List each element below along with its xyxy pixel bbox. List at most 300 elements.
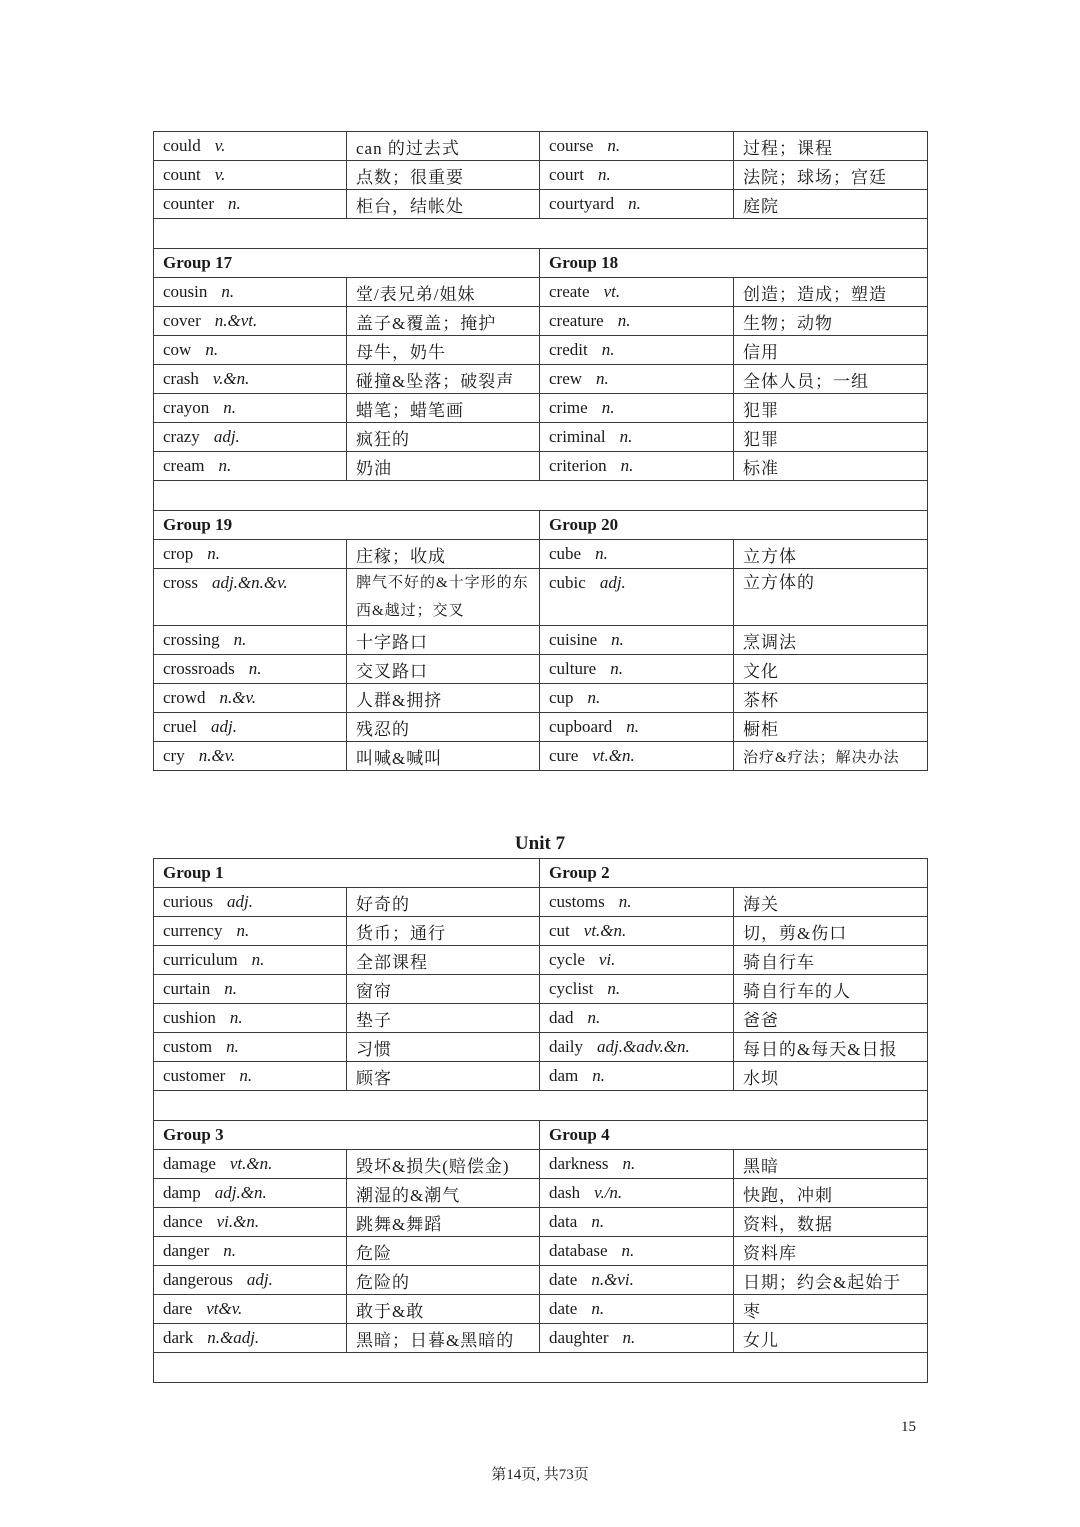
vocab-word: count [163, 165, 201, 184]
vocab-word: dare [163, 1299, 193, 1318]
part-of-speech: n. [622, 1328, 636, 1347]
spacer-row [154, 1353, 928, 1383]
vocab-word: cover [163, 311, 201, 330]
vocab-meaning: 跳舞&舞蹈 [356, 1214, 443, 1234]
vocab-meaning: 疯狂的 [356, 429, 410, 449]
word-cell [154, 1033, 347, 1062]
vocab-word: cube [549, 544, 582, 563]
meaning-cell [734, 452, 928, 481]
vocab-row [154, 1295, 928, 1324]
vocab-row [154, 1324, 928, 1353]
meaning-cell [347, 1062, 540, 1091]
vocab-meaning: 枣 [743, 1301, 761, 1321]
vocab-meaning: 骑自行车的人 [743, 981, 851, 1001]
vocab-row [154, 278, 928, 307]
part-of-speech: adj.&n. [214, 1183, 267, 1202]
group-title: Group 1 [154, 859, 540, 888]
word-cell [154, 655, 347, 684]
vocab-word: crossroads [163, 659, 235, 678]
vocab-row [154, 1208, 928, 1237]
part-of-speech: adj.&adv.&n. [597, 1037, 690, 1056]
part-of-speech: n. [618, 892, 632, 911]
vocab-row [154, 655, 928, 684]
meaning-cell [734, 917, 928, 946]
vocab-word: dangerous [163, 1270, 233, 1289]
word-cell [154, 1237, 347, 1266]
vocab-row [154, 946, 928, 975]
part-of-speech: n. [610, 659, 623, 678]
part-of-speech: n. [619, 427, 633, 446]
vocab-word: create [549, 282, 590, 301]
vocab-meaning: 烹调法 [743, 632, 797, 652]
vocab-meaning: 柜台，结帐处 [356, 196, 464, 216]
vocab-meaning: 橱柜 [743, 719, 779, 739]
word-cell [540, 946, 734, 975]
meaning-cell [347, 888, 540, 917]
vocab-table-1-body [154, 132, 928, 771]
vocab-row [154, 365, 928, 394]
group-header-row [154, 511, 928, 540]
meaning-cell [734, 1208, 928, 1237]
vocab-row [154, 742, 928, 771]
vocab-word: cubic [549, 573, 586, 592]
meaning-cell [347, 1150, 540, 1179]
vocab-word: dam [549, 1066, 579, 1085]
vocab-word: date [549, 1270, 578, 1289]
meaning-cell [347, 975, 540, 1004]
vocab-row [154, 684, 928, 713]
word-cell [154, 1266, 347, 1295]
part-of-speech: n. [607, 979, 621, 998]
word-cell [154, 452, 347, 481]
vocab-word: database [549, 1241, 608, 1260]
vocab-meaning: 茶杯 [743, 690, 779, 710]
word-cell [154, 365, 347, 394]
vocab-meaning: 资料，数据 [743, 1214, 833, 1234]
vocab-row [154, 1033, 928, 1062]
part-of-speech: n. [223, 1241, 237, 1260]
word-cell [540, 190, 734, 219]
word-cell [540, 132, 734, 161]
vocab-row [154, 161, 928, 190]
vocab-word: could [163, 136, 201, 155]
part-of-speech: n. [620, 456, 634, 475]
meaning-cell [347, 336, 540, 365]
vocab-meaning: 堂/表兄弟/姐妹 [356, 284, 476, 304]
vocab-word: darkness [549, 1154, 609, 1173]
vocab-meaning: 好奇的 [356, 894, 410, 914]
meaning-cell [347, 1004, 540, 1033]
vocab-word: custom [163, 1037, 213, 1056]
meaning-cell [347, 394, 540, 423]
word-cell [540, 1295, 734, 1324]
word-cell [154, 569, 347, 626]
group-title: Group 2 [540, 859, 928, 888]
word-cell [540, 307, 734, 336]
word-cell [154, 307, 347, 336]
vocab-meaning: 潮湿的&潮气 [356, 1185, 461, 1205]
part-of-speech: n. [236, 921, 250, 940]
vocab-row [154, 1179, 928, 1208]
vocab-meaning: 治疗&疗法；解决办法 [743, 749, 900, 766]
meaning-cell [347, 1208, 540, 1237]
vocab-row [154, 307, 928, 336]
vocab-meaning: 点数；很重要 [356, 167, 464, 187]
part-of-speech: adj. [213, 427, 240, 446]
word-cell [154, 540, 347, 569]
word-cell [540, 394, 734, 423]
meaning-cell [347, 1179, 540, 1208]
meaning-cell [734, 888, 928, 917]
meaning-cell [734, 1237, 928, 1266]
word-cell [540, 365, 734, 394]
word-cell [154, 742, 347, 771]
word-cell [154, 888, 347, 917]
part-of-speech: n.&adj. [207, 1328, 260, 1347]
meaning-cell [347, 1295, 540, 1324]
vocab-meaning: 垫子 [356, 1010, 392, 1030]
vocab-word: curious [163, 892, 214, 911]
vocab-meaning: 母牛，奶牛 [356, 342, 446, 362]
vocab-meaning: 人群&拥挤 [356, 690, 443, 710]
vocab-word: course [549, 136, 594, 155]
vocab-meaning: 生物；动物 [743, 313, 833, 333]
vocab-word: crayon [163, 398, 210, 417]
vocab-meaning: 残忍的 [356, 719, 410, 739]
vocab-meaning: 窗帘 [356, 981, 392, 1001]
part-of-speech: n. [233, 630, 247, 649]
unit-title: Unit 7 [514, 833, 566, 854]
meaning-cell [347, 917, 540, 946]
meaning-cell [347, 1237, 540, 1266]
vocab-row [154, 190, 928, 219]
word-cell [540, 1237, 734, 1266]
vocab-meaning: 顾客 [356, 1068, 392, 1088]
group-title: Group 18 [540, 249, 928, 278]
meaning-cell [734, 394, 928, 423]
vocab-meaning: 全部课程 [356, 952, 428, 972]
vocab-word: cut [549, 921, 570, 940]
vocab-row [154, 1062, 928, 1091]
word-cell [540, 713, 734, 742]
vocab-word: danger [163, 1241, 210, 1260]
vocab-word: crossing [163, 630, 220, 649]
vocab-word: curriculum [163, 950, 238, 969]
vocab-word: crowd [163, 688, 206, 707]
vocab-meaning: 全体人员；一组 [743, 371, 869, 391]
vocab-word: criterion [549, 456, 607, 475]
vocab-word: dad [549, 1008, 574, 1027]
part-of-speech: n. [221, 282, 235, 301]
word-cell [540, 423, 734, 452]
meaning-cell [734, 569, 928, 626]
word-cell [540, 161, 734, 190]
spacer-cell [154, 1353, 928, 1383]
vocab-meaning: 创造；造成；塑造 [743, 284, 887, 304]
part-of-speech: n. [597, 165, 611, 184]
group-title: Group 20 [540, 511, 928, 540]
meaning-cell [347, 1266, 540, 1295]
group-title: Group 19 [154, 511, 540, 540]
vocab-row [154, 1004, 928, 1033]
vocab-meaning: 过程；课程 [743, 138, 833, 158]
part-of-speech: n. [592, 1066, 606, 1085]
word-cell [540, 655, 734, 684]
vocab-word: dance [163, 1212, 203, 1231]
vocab-meaning: 习惯 [356, 1039, 392, 1059]
vocab-table-2 [153, 858, 928, 1383]
part-of-speech: n. [224, 979, 237, 998]
part-of-speech: n. [622, 1154, 636, 1173]
meaning-cell [734, 975, 928, 1004]
part-of-speech: n. [628, 194, 641, 213]
meaning-cell [734, 1033, 928, 1062]
meaning-cell [347, 569, 540, 626]
word-cell [540, 1150, 734, 1179]
word-cell [540, 1324, 734, 1353]
word-cell [154, 626, 347, 655]
meaning-cell [347, 1033, 540, 1062]
meaning-cell [347, 278, 540, 307]
meaning-cell [347, 1324, 540, 1353]
group-title: Group 4 [540, 1121, 928, 1150]
vocab-meaning: 危险 [356, 1243, 392, 1263]
vocab-word: cousin [163, 282, 208, 301]
word-cell [154, 975, 347, 1004]
word-cell [540, 626, 734, 655]
meaning-cell [734, 336, 928, 365]
vocab-row [154, 888, 928, 917]
part-of-speech: n.&vt. [214, 311, 258, 330]
meaning-cell [734, 1295, 928, 1324]
spacer-row [154, 219, 928, 249]
meaning-cell [734, 1004, 928, 1033]
vocab-word: dark [163, 1328, 194, 1347]
meaning-cell [734, 1062, 928, 1091]
meaning-cell [347, 307, 540, 336]
part-of-speech: v. [214, 136, 226, 155]
vocab-word: daughter [549, 1328, 609, 1347]
vocab-meaning: 盖子&覆盖；掩护 [356, 313, 497, 333]
vocab-meaning: 黑暗；日暮&黑暗的 [356, 1330, 515, 1350]
vocab-meaning: 文化 [743, 661, 779, 681]
vocab-row [154, 1266, 928, 1295]
word-cell [540, 278, 734, 307]
part-of-speech: vt.&n. [592, 746, 635, 765]
vocab-word: damage [163, 1154, 216, 1173]
part-of-speech: n. [239, 1066, 253, 1085]
group-title: Group 3 [154, 1121, 540, 1150]
meaning-cell [347, 946, 540, 975]
vocab-word: cushion [163, 1008, 216, 1027]
meaning-cell [347, 742, 540, 771]
meaning-cell [734, 1150, 928, 1179]
part-of-speech: n. [207, 544, 220, 563]
word-cell [540, 975, 734, 1004]
vocab-word: currency [163, 921, 223, 940]
vocab-row [154, 1150, 928, 1179]
meaning-cell [734, 946, 928, 975]
vocab-meaning: 立方体的 [743, 573, 815, 592]
word-cell [540, 1208, 734, 1237]
vocab-word: courtyard [549, 194, 615, 213]
meaning-cell [347, 452, 540, 481]
meaning-cell [734, 423, 928, 452]
vocab-meaning: 日期；约会&起始于 [743, 1272, 902, 1292]
word-cell [540, 1062, 734, 1091]
word-cell [154, 713, 347, 742]
meaning-cell [734, 132, 928, 161]
word-cell [540, 1266, 734, 1295]
word-cell [154, 1324, 347, 1353]
part-of-speech: adj.&n.&v. [211, 573, 288, 592]
vocab-row [154, 626, 928, 655]
vocab-meaning: 水坝 [743, 1068, 779, 1088]
vocab-meaning: 标准 [743, 458, 779, 478]
word-cell [540, 569, 734, 626]
vocab-row [154, 423, 928, 452]
vocab-meaning: 货币；通行 [356, 923, 446, 943]
meaning-cell [347, 684, 540, 713]
word-cell [540, 742, 734, 771]
word-cell [154, 336, 347, 365]
meaning-cell [734, 742, 928, 771]
vocab-word: crew [549, 369, 583, 388]
meaning-cell [347, 365, 540, 394]
vocab-meaning: 碰撞&坠落；破裂声 [356, 371, 515, 391]
meaning-cell [347, 713, 540, 742]
vocab-meaning: 奶油 [356, 458, 392, 478]
meaning-cell [734, 540, 928, 569]
vocab-row [154, 540, 928, 569]
word-cell [540, 917, 734, 946]
vocab-word: cow [163, 340, 192, 359]
part-of-speech: n.&vi. [591, 1270, 634, 1289]
part-of-speech: adj. [246, 1270, 273, 1289]
meaning-cell [734, 655, 928, 684]
meaning-cell [734, 278, 928, 307]
word-cell [540, 540, 734, 569]
vocab-word: cry [163, 746, 185, 765]
vocab-meaning: 海关 [743, 894, 779, 914]
word-cell [154, 132, 347, 161]
part-of-speech: vi.&n. [216, 1212, 260, 1231]
part-of-speech: adj. [227, 892, 254, 911]
word-cell [154, 161, 347, 190]
vocab-meaning: 资料库 [743, 1243, 797, 1263]
meaning-cell [734, 161, 928, 190]
word-cell [540, 452, 734, 481]
part-of-speech: n. [596, 369, 609, 388]
vocab-meaning: 立方体 [743, 546, 797, 566]
word-cell [154, 1208, 347, 1237]
spacer-cell [154, 1091, 928, 1121]
vocab-meaning: 叫喊&喊叫 [356, 748, 443, 768]
part-of-speech: n.&v. [219, 688, 256, 707]
part-of-speech: v. [214, 165, 226, 184]
word-cell [540, 1179, 734, 1208]
word-cell [154, 1004, 347, 1033]
part-of-speech: n. [595, 544, 608, 563]
part-of-speech: n. [223, 398, 237, 417]
vocab-word: crime [549, 398, 588, 417]
vocab-meaning: 快跑，冲刺 [743, 1185, 833, 1205]
part-of-speech: vt&v. [206, 1299, 243, 1318]
word-cell [154, 1179, 347, 1208]
meaning-cell [734, 626, 928, 655]
vocab-table-2-body [154, 859, 928, 1383]
part-of-speech: n. [587, 688, 601, 707]
part-of-speech: adj. [599, 573, 626, 592]
vocab-meaning: 十字路口 [356, 632, 428, 652]
part-of-speech: n. [611, 630, 624, 649]
vocab-meaning: can 的过去式 [356, 138, 460, 158]
page-number: 15 [901, 1419, 916, 1435]
part-of-speech: vt.&n. [583, 921, 627, 940]
spacer-row [154, 481, 928, 511]
meaning-cell [734, 307, 928, 336]
vocab-table-1 [153, 131, 928, 771]
vocab-meaning: 法院；球场；宫廷 [743, 167, 887, 187]
vocab-row [154, 336, 928, 365]
vocab-meaning: 庭院 [743, 196, 779, 216]
part-of-speech: n. [218, 456, 232, 475]
part-of-speech: vt. [603, 282, 621, 301]
spacer-row [154, 1091, 928, 1121]
part-of-speech: adj. [210, 717, 237, 736]
vocab-word: cross [163, 573, 198, 592]
word-cell [154, 1150, 347, 1179]
meaning-cell [347, 540, 540, 569]
part-of-speech: vt.&n. [229, 1154, 273, 1173]
page-footer: 第14页, 共73页 [491, 1467, 589, 1483]
part-of-speech: n. [227, 194, 241, 213]
vocab-word: dash [549, 1183, 581, 1202]
meaning-cell [734, 1179, 928, 1208]
vocab-word: culture [549, 659, 597, 678]
vocab-meaning: 危险的 [356, 1272, 410, 1292]
word-cell [154, 1062, 347, 1091]
vocab-row [154, 132, 928, 161]
vocab-word: cupboard [549, 717, 613, 736]
vocab-word: crop [163, 544, 194, 563]
vocab-meaning: 女儿 [743, 1330, 779, 1350]
word-cell [154, 917, 347, 946]
vocab-meaning: 骑自行车 [743, 952, 815, 972]
part-of-speech: n. [607, 136, 621, 155]
meaning-cell [734, 1266, 928, 1295]
part-of-speech: n. [591, 1299, 605, 1318]
meaning-cell [347, 132, 540, 161]
part-of-speech: n. [251, 950, 265, 969]
vocab-word: customer [163, 1066, 226, 1085]
vocab-word: crash [163, 369, 199, 388]
vocab-word: criminal [549, 427, 606, 446]
meaning-cell [734, 713, 928, 742]
vocab-meaning: 蜡笔；蜡笔画 [356, 400, 464, 420]
group-header-row [154, 249, 928, 278]
vocab-row [154, 394, 928, 423]
vocab-meaning: 脾气不好的&十字形的东西&越过；交叉 [356, 575, 529, 619]
part-of-speech: vi. [598, 950, 616, 969]
vocab-row [154, 1237, 928, 1266]
part-of-speech: n. [591, 1212, 605, 1231]
word-cell [154, 190, 347, 219]
meaning-cell [734, 190, 928, 219]
vocab-word: cure [549, 746, 579, 765]
group-title: Group 17 [154, 249, 540, 278]
vocab-row [154, 452, 928, 481]
